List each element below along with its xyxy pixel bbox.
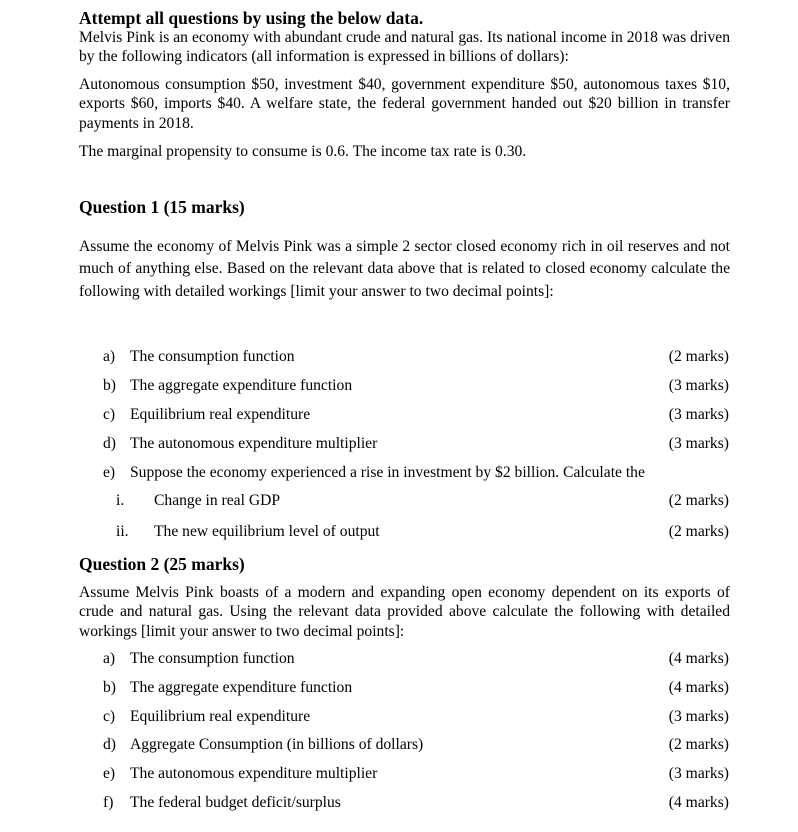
- subitem-marks: (2 marks): [668, 523, 729, 540]
- question-2-item-a: [103, 649, 729, 669]
- question-2-instructions: Assume Melvis Pink boasts of a modern and expanding open economy dependent on its exports of crude and natural gas. Using the relevant data provided above calculate the following with detailed workings [limit your answer to two decimal points]:: [79, 584, 730, 640]
- item-text: The autonomous expenditure multiplier: [130, 765, 378, 782]
- item-text: Equilibrium real expenditure: [130, 406, 311, 423]
- item-marks: (4 marks): [668, 794, 729, 811]
- item-marks: (3 marks): [668, 708, 729, 725]
- item-marks: (2 marks): [668, 736, 729, 753]
- item-text: The federal budget deficit/surplus: [130, 794, 341, 811]
- item-marks: (3 marks): [668, 406, 729, 423]
- question-1-item-e: [103, 463, 729, 483]
- question-2-title: Question 2 (25 marks): [79, 554, 245, 574]
- item-label: d): [103, 435, 116, 452]
- item-label: e): [103, 765, 116, 782]
- intro-paragraph-3: The marginal propensity to consume is 0.6. The income tax rate is 0.30.: [79, 143, 527, 160]
- item-text: The aggregate expenditure function: [130, 377, 353, 394]
- question-1-subitem-i: [116, 491, 729, 511]
- question-2-item-b: [103, 678, 729, 698]
- item-marks: (3 marks): [668, 377, 729, 394]
- intro-title: Attempt all questions by using the below data.: [79, 8, 424, 28]
- question-2-item-f: [103, 793, 729, 813]
- item-label: f): [103, 794, 114, 811]
- item-marks: (4 marks): [668, 650, 729, 667]
- question-2-item-c: [103, 707, 729, 727]
- item-text: The consumption function: [130, 650, 295, 667]
- question-1-title: Question 1 (15 marks): [79, 197, 245, 217]
- subitem-label: i.: [116, 492, 125, 509]
- item-marks: (2 marks): [668, 348, 729, 365]
- item-text: The autonomous expenditure multiplier: [130, 435, 378, 452]
- question-1-instructions: Assume the economy of Melvis Pink was a simple 2 sector closed economy rich in oil reserves and not much of anything else. Based on the relevant data above that is related to closed economy calculate the following with detailed workings [limit your answer to two decimal points]:: [79, 238, 730, 300]
- question-1-subitem-ii: [116, 522, 729, 542]
- item-label: d): [103, 736, 116, 753]
- item-marks: (3 marks): [668, 765, 729, 782]
- item-text: Equilibrium real expenditure: [130, 708, 311, 725]
- item-label: a): [103, 348, 116, 365]
- item-text: Aggregate Consumption (in billions of dollars): [130, 736, 424, 753]
- item-label: b): [103, 679, 116, 696]
- item-label: b): [103, 377, 116, 394]
- item-label: e): [103, 464, 116, 481]
- intro-paragraph-1: Melvis Pink is an economy with abundant crude and natural gas. Its national income in 2018 was driven by the following indicators (all information is expressed in billions of dollars):: [79, 29, 730, 66]
- question-1-item-c: [103, 405, 729, 425]
- question-1-item-d: [103, 434, 729, 454]
- subitem-marks: (2 marks): [668, 492, 729, 509]
- item-text: Suppose the economy experienced a rise in investment by $2 billion. Calculate the: [130, 464, 645, 481]
- item-label: c): [103, 406, 116, 423]
- intro-paragraph-2: Autonomous consumption $50, investment $40, government expenditure $50, autonomous taxes $10, exports $60, imports $40. A welfare state, the federal government handed out $20 billion in transfer payments in 2018.: [79, 76, 730, 132]
- question-1-item-b: [103, 376, 729, 396]
- question-2-item-d: [103, 735, 729, 755]
- question-2-item-e: [103, 764, 729, 784]
- item-marks: (4 marks): [668, 679, 729, 696]
- item-label: c): [103, 708, 116, 725]
- item-text: The aggregate expenditure function: [130, 679, 353, 696]
- item-marks: (3 marks): [668, 435, 729, 452]
- subitem-text: Change in real GDP: [154, 492, 281, 509]
- item-text: The consumption function: [130, 348, 295, 365]
- subitem-text: The new equilibrium level of output: [154, 523, 380, 540]
- question-1-item-a: [103, 347, 729, 367]
- item-label: a): [103, 650, 116, 667]
- subitem-label: ii.: [116, 523, 129, 540]
